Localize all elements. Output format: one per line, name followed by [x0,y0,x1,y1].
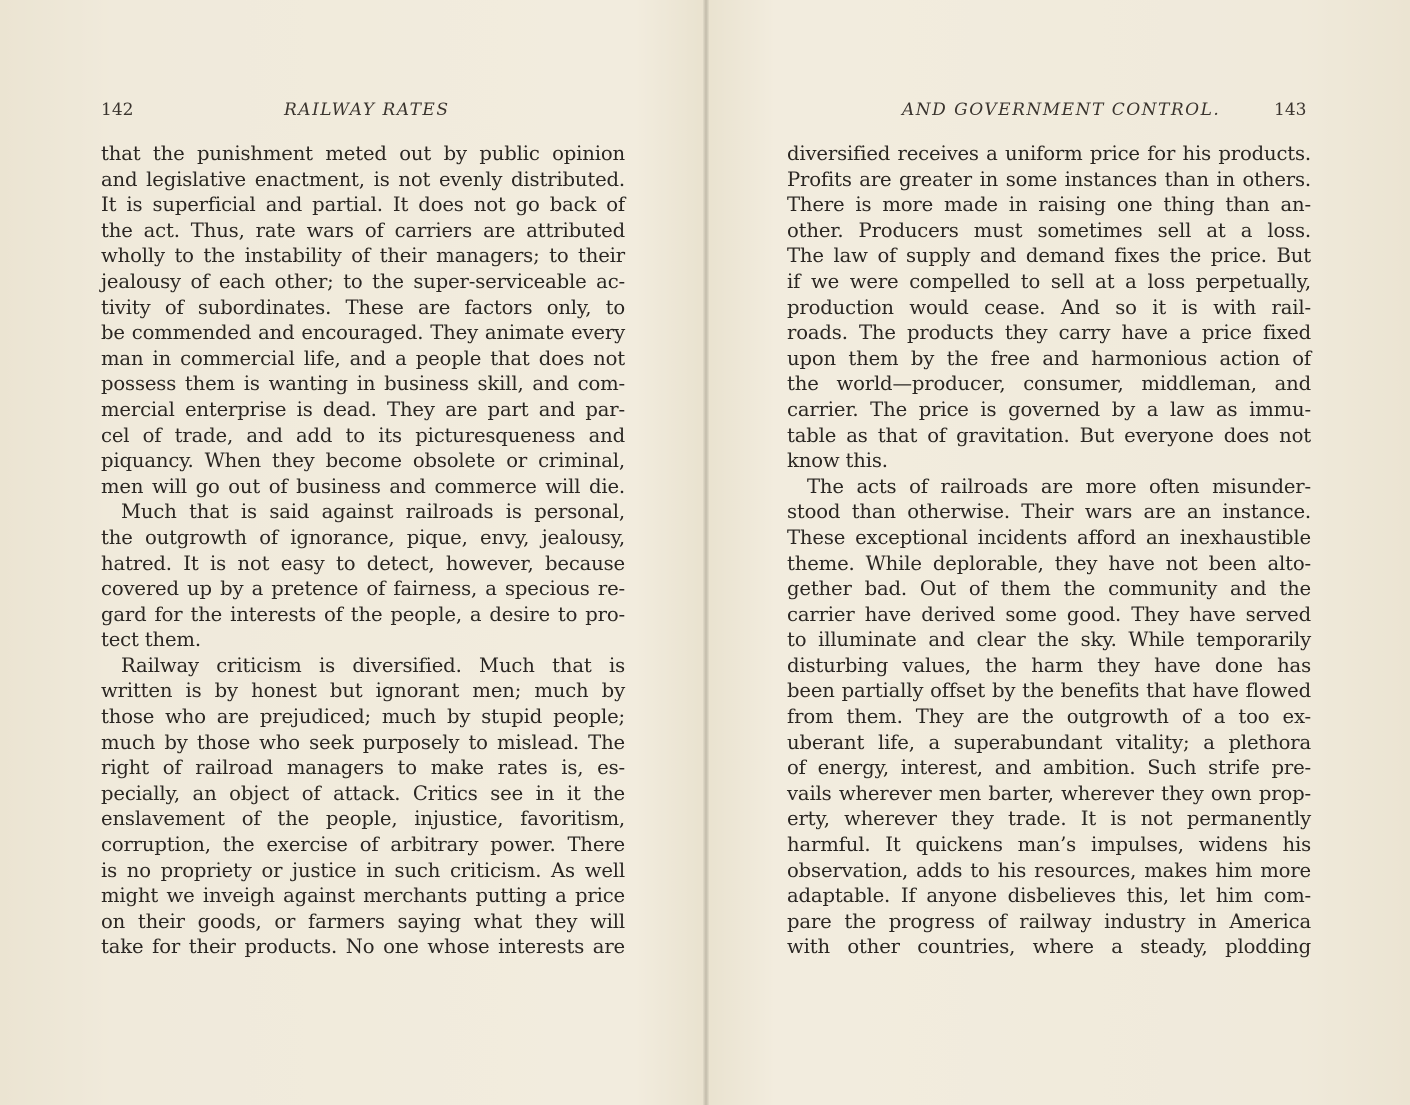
text-line: harmful. It quickens man’s impulses, widens his [787,833,1311,857]
text-line: those who are prejudiced; much by stupid people; [101,705,625,729]
text-line: wholly to the instability of their managers; to their [101,244,625,268]
text-line: production would cease. And so it is with rail- [787,295,1311,319]
text-line: roads. The products they carry have a price fixed [787,321,1311,345]
text-line: stood than otherwise. Their wars are an instance. [787,500,1311,524]
text-line: is no propriety or justice in such criticism. As well [101,858,625,882]
text-line: There is more made in raising one thing than an- [787,193,1311,217]
right-page [705,0,1410,1105]
text-line: from them. They are the outgrowth of a too ex- [787,705,1311,729]
running-head: AND GOVERNMENT CONTROL. [902,100,1221,120]
text-line: been partially offset by the benefits that have flowed [787,679,1311,703]
text-line: The law of supply and demand fixes the price. But [787,244,1311,268]
text-line: theme. While deplorable, they have not been alto- [787,551,1311,575]
text-line: upon them by the free and harmonious action of [787,346,1311,370]
text-line: man in commercial life, and a people that does not [101,346,625,370]
text-line: written is by honest but ignorant men; much by [101,679,625,703]
text-line: carrier have derived some good. They have served [787,602,1311,626]
text-line: piquancy. When they become obsolete or criminal, [101,449,625,473]
text-line: The acts of railroads are more often misunder- [807,474,1311,498]
text-line: uberant life, a superabundant vitality; a plethora [787,730,1311,754]
text-line: men will go out of business and commerce will die. [101,474,625,498]
text-line: tect them. [101,628,201,652]
text-line: corruption, the exercise of arbitrary power. There [101,833,625,857]
text-line: right of railroad managers to make rates is, es- [101,756,625,780]
page-number: 142 [101,100,134,120]
text-line: of energy, interest, and ambition. Such strife pre- [787,756,1311,780]
text-line: the act. Thus, rate wars of carriers are attributed [101,218,625,242]
text-line: pare the progress of railway industry in America [787,909,1311,933]
text-line: be commended and encouraged. They animate every [101,321,625,345]
text-line: table as that of gravitation. But everyone does not [787,423,1311,447]
text-line: and legislative enactment, is not evenly distributed. [101,167,625,191]
text-line: covered up by a pretence of fairness, a specious re- [101,577,625,601]
text-line: observation, adds to his resources, makes him more [787,858,1311,882]
text-line: the outgrowth of ignorance, pique, envy, jealousy, [101,525,625,549]
text-line: enslavement of the people, injustice, favoritism, [101,807,625,831]
text-line: gether bad. Out of them the community and the [787,577,1311,601]
text-line: the world—producer, consumer, middleman, and [787,372,1311,396]
text-line: diversified receives a uniform price for his products. [787,142,1311,165]
text-line: cel of trade, and add to its picturesqueness and [101,423,625,447]
text-line: tivity of subordinates. These are factors only, to [101,295,625,319]
running-head: RAILWAY RATES [284,100,450,120]
body-text [101,141,625,960]
text-line: might we inveigh against merchants putting a price [101,884,625,908]
text-line: It is superficial and partial. It does not go back of [101,193,625,217]
text-line: on their goods, or farmers saying what they will [101,909,625,933]
text-line: vails wherever men barter, wherever they own prop- [787,781,1311,805]
text-line: adaptable. If anyone disbelieves this, let him com- [787,884,1311,908]
text-line: pecially, an object of attack. Critics see in it the [101,781,625,805]
text-line: gard for the interests of the people, a desire to pro- [101,602,625,626]
text-line: much by those who seek purposely to mislead. The [101,730,625,754]
text-line: Much that is said against railroads is personal, [121,500,625,524]
text-line: disturbing values, the harm they have done has [787,653,1311,677]
text-line: to illuminate and clear the sky. While temporarily [787,628,1311,652]
text-line: possess them is wanting in business skill, and com- [101,372,625,396]
text-line: mercial enterprise is dead. They are part and par- [101,397,625,421]
text-line: carrier. The price is governed by a law as immu- [787,397,1311,421]
text-line: erty, wherever they trade. It is not permanently [787,807,1311,831]
body-text [787,141,1311,960]
page-number: 143 [1274,100,1307,120]
text-line: that the punishment meted out by public opinion [101,142,625,165]
text-line: know this. [787,449,888,473]
text-line: hatred. It is not easy to detect, however, because [101,551,625,575]
text-line: take for their products. No one whose interests are [101,935,625,959]
text-line: These exceptional incidents afford an inexhaustible [787,525,1311,549]
text-line: Profits are greater in some instances than in others. [787,167,1311,191]
text-line: Railway criticism is diversified. Much that is [121,653,625,677]
text-line: with other countries, where a steady, plodding [787,935,1311,959]
text-line: if we were compelled to sell at a loss perpetually, [787,269,1311,293]
text-line: other. Producers must sometimes sell at a loss. [787,218,1311,242]
text-line: jealousy of each other; to the super-serviceable ac- [101,269,625,293]
